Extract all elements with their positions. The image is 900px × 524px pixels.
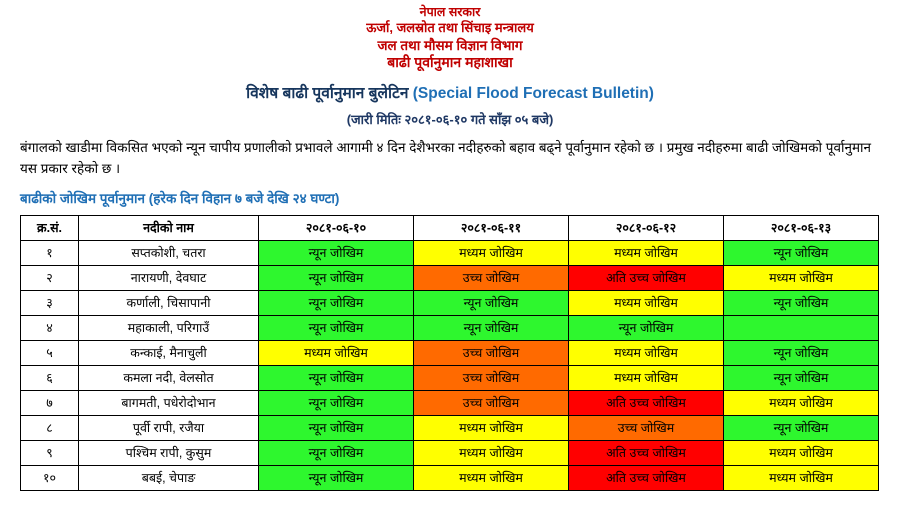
bulletin-title-np: विशेष बाढी पूर्वानुमान बुलेटिन: [246, 84, 409, 102]
cell-river-name: कन्काई, मैनाचुली: [79, 340, 259, 365]
cell-river-name: पूर्वी रापी, रजैया: [79, 415, 259, 440]
cell-serial: ५: [21, 340, 79, 365]
cell-risk-day-4: मध्यम जोखिम: [724, 440, 879, 465]
cell-river-name: पश्चिम रापी, कुसुम: [79, 440, 259, 465]
cell-river-name: कमला नदी, वेलसोत: [79, 365, 259, 390]
header-day-3: २०८१-०६-१२: [569, 215, 724, 240]
table-row: [21, 440, 879, 465]
cell-risk-day-2: उच्च जोखिम: [414, 390, 569, 415]
cell-risk-day-4: न्यून जोखिम: [724, 240, 879, 265]
table-header-row: [21, 215, 879, 240]
cell-risk-day-1: न्यून जोखिम: [259, 240, 414, 265]
summary-paragraph: बंगालको खाडीमा विकसित भएको न्यून चापीय प्रणालीको प्रभावले आगामी ४ दिन देशैभरका नदीहरुको बहाव बढ्ने पूर्वानुमान रहेको छ । प्रमुख नदीहरुमा बाढी जोखिमको पूर्वानुमान यस प्रकार रहेको छ ।: [20, 139, 872, 176]
cell-serial: ३: [21, 290, 79, 315]
cell-risk-day-1: न्यून जोखिम: [259, 365, 414, 390]
cell-river-name: कर्णाली, चिसापानी: [79, 290, 259, 315]
cell-risk-day-2: मध्यम जोखिम: [414, 240, 569, 265]
table-row: [21, 415, 879, 440]
cell-risk-day-2: मध्यम जोखिम: [414, 440, 569, 465]
division-name: बाढी पूर्वानुमान महाशाखा: [387, 53, 513, 70]
cell-serial: ६: [21, 365, 79, 390]
masthead: [20, 4, 880, 72]
cell-serial: ४: [21, 315, 79, 340]
cell-risk-day-3: अति उच्च जोखिम: [569, 265, 724, 290]
cell-risk-day-2: न्यून जोखिम: [414, 315, 569, 340]
header-day-1: २०८१-०६-१०: [259, 215, 414, 240]
cell-risk-day-3: अति उच्च जोखिम: [569, 390, 724, 415]
cell-river-name: सप्तकोशी, चतरा: [79, 240, 259, 265]
cell-risk-day-1: न्यून जोखिम: [259, 265, 414, 290]
table-row: [21, 315, 879, 340]
table-row: [21, 290, 879, 315]
cell-risk-day-4: मध्यम जोखिम: [724, 465, 879, 490]
cell-risk-day-4: [724, 315, 879, 340]
cell-serial: ९: [21, 440, 79, 465]
header-day-4: २०८१-०६-१३: [724, 215, 879, 240]
header-serial: क्र.सं.: [21, 215, 79, 240]
cell-risk-day-4: न्यून जोखिम: [724, 415, 879, 440]
cell-serial: ७: [21, 390, 79, 415]
header-day-2: २०८१-०६-११: [414, 215, 569, 240]
cell-risk-day-3: उच्च जोखिम: [569, 415, 724, 440]
cell-risk-day-3: मध्यम जोखिम: [569, 240, 724, 265]
table-row: [21, 240, 879, 265]
table-row: [21, 390, 879, 415]
cell-risk-day-2: उच्च जोखिम: [414, 365, 569, 390]
cell-risk-day-1: न्यून जोखिम: [259, 465, 414, 490]
cell-serial: ८: [21, 415, 79, 440]
cell-risk-day-3: अति उच्च जोखिम: [569, 440, 724, 465]
cell-river-name: नारायणी, देवघाट: [79, 265, 259, 290]
ministry-name: ऊर्जा, जलस्रोत तथा सिंचाइ मन्त्रालय: [366, 20, 534, 35]
cell-serial: २: [21, 265, 79, 290]
department-name: जल तथा मौसम विज्ञान विभाग: [377, 37, 523, 53]
table-row: [21, 265, 879, 290]
table-row: [21, 340, 879, 365]
cell-risk-day-4: न्यून जोखिम: [724, 290, 879, 315]
table-row: [21, 465, 879, 490]
cell-serial: १०: [21, 465, 79, 490]
cell-risk-day-2: उच्च जोखिम: [414, 340, 569, 365]
cell-risk-day-3: मध्यम जोखिम: [569, 340, 724, 365]
section-heading: बाढीको जोखिम पूर्वानुमान (हरेक दिन विहान ७ बजे देखि २४ घण्टा): [20, 190, 340, 206]
cell-risk-day-1: मध्यम जोखिम: [259, 340, 414, 365]
cell-risk-day-3: मध्यम जोखिम: [569, 365, 724, 390]
flood-forecast-table: [20, 215, 879, 491]
cell-risk-day-2: उच्च जोखिम: [414, 265, 569, 290]
cell-risk-day-1: न्यून जोखिम: [259, 315, 414, 340]
cell-risk-day-4: मध्यम जोखिम: [724, 390, 879, 415]
cell-serial: १: [21, 240, 79, 265]
cell-risk-day-2: मध्यम जोखिम: [414, 465, 569, 490]
cell-risk-day-4: न्यून जोखिम: [724, 340, 879, 365]
header-river: नदीको नाम: [79, 215, 259, 240]
cell-risk-day-3: न्यून जोखिम: [569, 315, 724, 340]
bulletin-title-en: (Special Flood Forecast Bulletin): [412, 84, 654, 102]
issue-date-line: (जारी मितिः २०८१-०६-१० गते साँझ ०५ बजे): [346, 111, 554, 127]
cell-risk-day-3: मध्यम जोखिम: [569, 290, 724, 315]
cell-river-name: बबई, चेपाङ: [79, 465, 259, 490]
cell-risk-day-1: न्यून जोखिम: [259, 415, 414, 440]
cell-risk-day-2: मध्यम जोखिम: [414, 415, 569, 440]
cell-risk-day-1: न्यून जोखिम: [259, 290, 414, 315]
cell-risk-day-4: मध्यम जोखिम: [724, 265, 879, 290]
page-title: [20, 81, 880, 103]
cell-risk-day-3: अति उच्च जोखिम: [569, 465, 724, 490]
government-name: नेपाल सरकार: [419, 5, 481, 19]
cell-river-name: महाकाली, परिगाउँ: [79, 315, 259, 340]
cell-risk-day-4: न्यून जोखिम: [724, 365, 879, 390]
cell-risk-day-1: न्यून जोखिम: [259, 440, 414, 465]
cell-river-name: बागमती, पधेरोदोभान: [79, 390, 259, 415]
cell-risk-day-1: न्यून जोखिम: [259, 390, 414, 415]
table-row: [21, 365, 879, 390]
cell-risk-day-2: न्यून जोखिम: [414, 290, 569, 315]
